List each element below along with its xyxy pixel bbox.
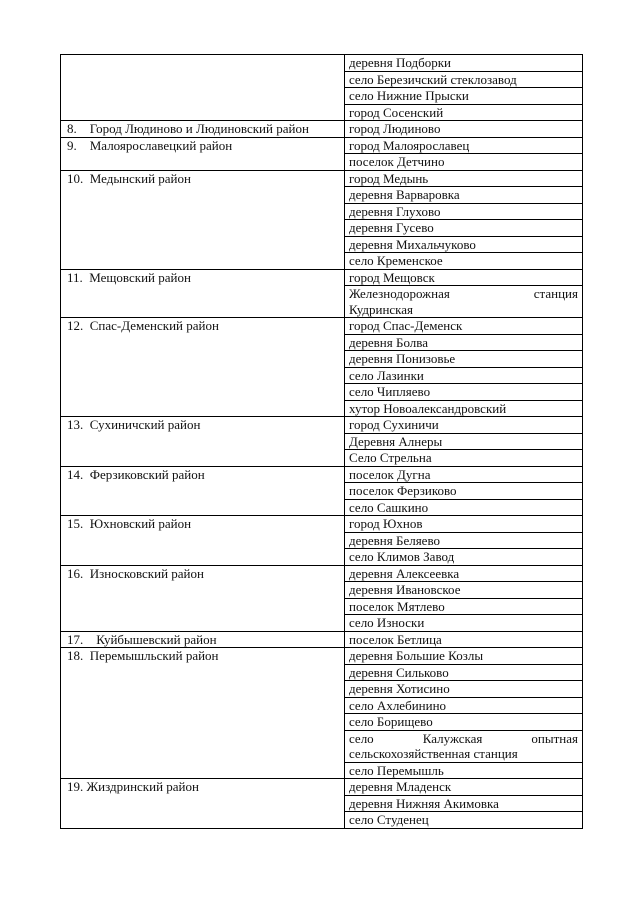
region-cell: 19. Жиздринский район <box>61 779 345 829</box>
settlement-cell: село Сашкино <box>345 499 583 516</box>
settlement-cell: деревня Варваровка <box>345 187 583 204</box>
settlement-cell: Деревня Алнеры <box>345 433 583 450</box>
region-cell: 14. Ферзиковский район <box>61 466 345 516</box>
settlement-cell: село Лазинки <box>345 367 583 384</box>
settlement-cell: поселок Ферзиково <box>345 483 583 500</box>
settlement-cell: село Калужская опытная сельскохозяйственная станция <box>345 730 583 762</box>
settlement-cell: город Медынь <box>345 170 583 187</box>
region-cell: 16. Износковский район <box>61 565 345 631</box>
region-cell: 18. Перемышльский район <box>61 648 345 779</box>
settlement-cell: поселок Бетлица <box>345 631 583 648</box>
table-row <box>61 779 583 796</box>
table-row <box>61 417 583 434</box>
settlement-cell: село Студенец <box>345 812 583 829</box>
settlement-cell: деревня Глухово <box>345 203 583 220</box>
region-cell: 9. Малоярославецкий район <box>61 137 345 170</box>
settlement-cell: село Чипляево <box>345 384 583 401</box>
settlement-cell: деревня Большие Козлы <box>345 648 583 665</box>
settlement-cell: село Ахлебинино <box>345 697 583 714</box>
settlement-cell: хутор Новоалександровский <box>345 400 583 417</box>
table-row <box>61 565 583 582</box>
region-cell: 17. Куйбышевский район <box>61 631 345 648</box>
settlements-table <box>60 54 583 829</box>
table-row <box>61 170 583 187</box>
region-cell: 10. Медынский район <box>61 170 345 269</box>
table-row <box>61 516 583 533</box>
table-row <box>61 269 583 286</box>
settlement-cell: село Климов Завод <box>345 549 583 566</box>
settlement-cell: село Перемышль <box>345 762 583 779</box>
table-row <box>61 55 583 72</box>
table-row <box>61 466 583 483</box>
settlement-cell: деревня Сильково <box>345 664 583 681</box>
settlement-cell: деревня Алексеевка <box>345 565 583 582</box>
table-row <box>61 121 583 138</box>
settlement-cell: Железнодорожная станция Кудринская <box>345 286 583 318</box>
settlement-cell: город Сухиничи <box>345 417 583 434</box>
settlement-cell: город Людиново <box>345 121 583 138</box>
settlement-cell: деревня Беляево <box>345 532 583 549</box>
settlement-cell: город Малоярославец <box>345 137 583 154</box>
settlement-cell: деревня Понизовье <box>345 351 583 368</box>
settlement-cell: деревня Хотисино <box>345 681 583 698</box>
table-row <box>61 648 583 665</box>
settlement-cell: Село Стрельна <box>345 450 583 467</box>
table-row <box>61 631 583 648</box>
settlement-cell: село Износки <box>345 615 583 632</box>
settlement-cell: деревня Болва <box>345 334 583 351</box>
settlement-cell: деревня Нижняя Акимовка <box>345 795 583 812</box>
table-body <box>61 55 583 829</box>
settlement-cell: деревня Младенск <box>345 779 583 796</box>
settlement-cell: деревня Михальчуково <box>345 236 583 253</box>
settlement-cell: село Нижние Прыски <box>345 88 583 105</box>
region-cell: 15. Юхновский район <box>61 516 345 566</box>
settlement-cell: деревня Ивановское <box>345 582 583 599</box>
settlement-cell: село Березичский стеклозавод <box>345 71 583 88</box>
region-cell: 11. Мещовский район <box>61 269 345 318</box>
region-cell: 13. Сухиничский район <box>61 417 345 467</box>
table-row <box>61 137 583 154</box>
region-cell <box>61 55 345 121</box>
settlement-cell: город Юхнов <box>345 516 583 533</box>
settlement-cell: поселок Детчино <box>345 154 583 171</box>
settlement-cell: город Мещовск <box>345 269 583 286</box>
region-cell: 12. Спас-Деменский район <box>61 318 345 417</box>
settlement-cell: поселок Мятлево <box>345 598 583 615</box>
settlement-cell: село Кременское <box>345 253 583 270</box>
settlement-cell: деревня Гусево <box>345 220 583 237</box>
table-row <box>61 318 583 335</box>
settlement-cell: город Сосенский <box>345 104 583 121</box>
settlement-cell: поселок Дугна <box>345 466 583 483</box>
settlement-cell: село Борищево <box>345 714 583 731</box>
settlement-cell: город Спас-Деменск <box>345 318 583 335</box>
settlement-cell: деревня Подборки <box>345 55 583 72</box>
region-cell: 8. Город Людиново и Людиновский район <box>61 121 345 138</box>
